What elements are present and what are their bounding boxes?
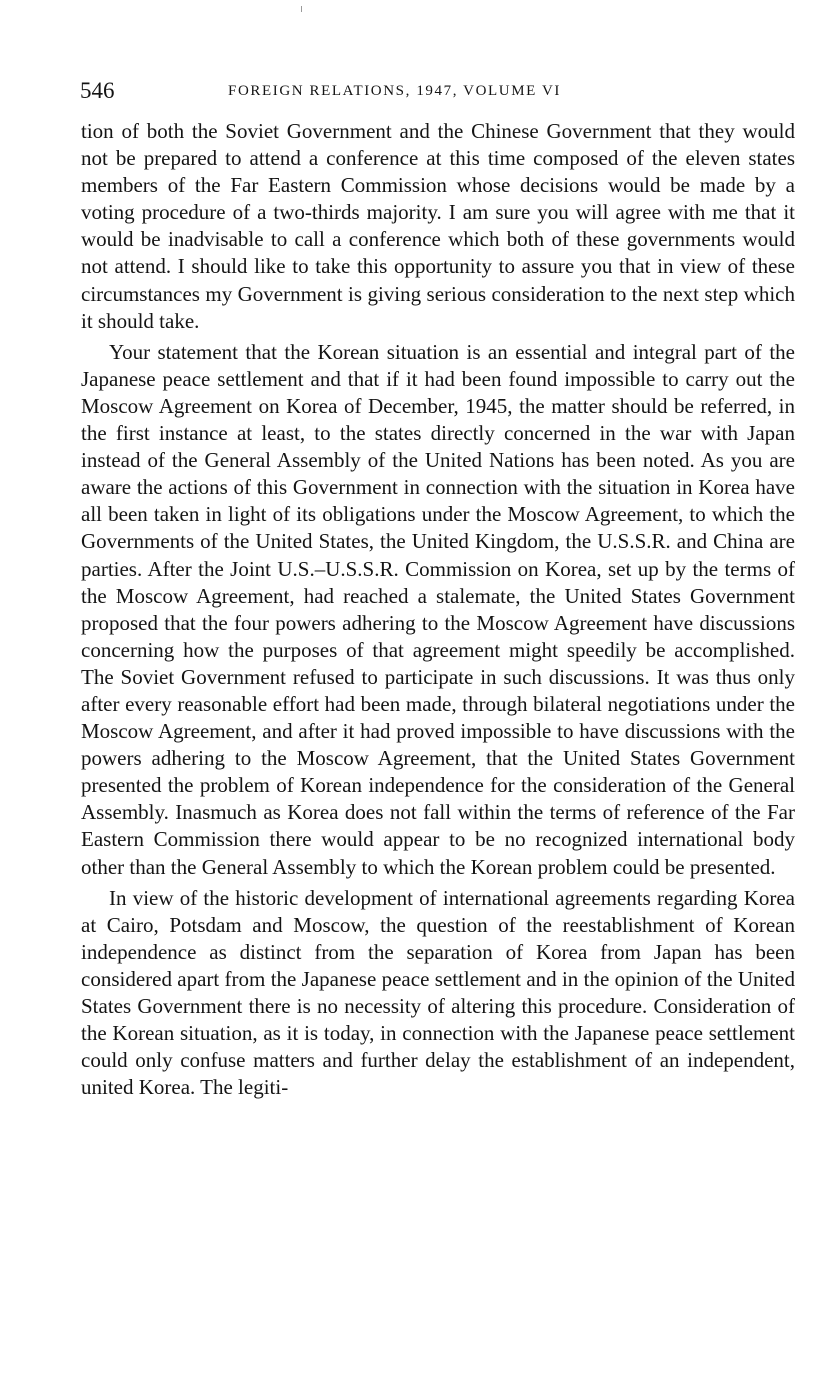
paragraph: Your statement that the Korean situation is an essential and integral part of the Japanese peace settlement and that if it had been found impossible to carry out the Moscow Agreement on Korea of December, 1945, the matter should be referred, in the first instance at least, to the states directly concerned in the war with Japan instead of the General Assembly of the United Nations has been noted. As you are aware the actions of this Government in connection with the situation in Korea have all been taken in light of its obligations under the Moscow Agreement, to which the Governments of the United States, the United Kingdom, the U.S.S.R. and China are parties. After the Joint U.S.–U.S.S.R. Commission on Korea, set up by the terms of the Moscow Agreement, had reached a stalemate, the United States Government proposed that the four powers adhering to the Moscow Agreement have discussions concerning how the purposes of that agreement might speedily be accomplished. The Soviet Government refused to participate in such discussions. It was thus only after every reasonable effort had been made, through bilateral negotiations under the Moscow Agreement, and after it had proved impossible to have discussions with the powers adhering to the Moscow Agreement, that the United States Government presented the problem of Korean independence for the consideration of the General Assembly. Inasmuch as Korea does not fall within the terms of reference of the Far Eastern Commission there would appear to be no recognized international body other than the General Assembly to which the Korean problem could be presented. bbox=[81, 339, 795, 879]
scan-mark bbox=[301, 6, 302, 12]
page-header bbox=[80, 76, 795, 106]
paragraph-continuation: tion of both the Soviet Government and the Chinese Government that they would not be prepared to attend a conference at this time composed of the eleven states members of the Far Eastern Commission whose decisions would be made by a voting procedure of a two-thirds majority. I am sure you will agree with me that it would be inadvisable to call a conference which both of these governments would not attend. I should like to take this opportunity to assure you that in view of these circumstances my Government is giving serious consideration to the next step which it should take. bbox=[81, 119, 795, 333]
running-head: FOREIGN RELATIONS, 1947, VOLUME VI bbox=[228, 83, 562, 99]
body-text bbox=[81, 118, 795, 1101]
page-number: 546 bbox=[80, 78, 115, 103]
paragraph: In view of the historic development of international agreements regarding Korea at Cairo, Potsdam and Moscow, the question of the reestablishment of Korean independence as distinct from the separation of Korea from Japan has been considered apart from the Japanese peace settlement and in the opinion of the United States Government there is no necessity of altering this procedure. Consideration of the Korean situation, as it is today, in connection with the Japanese peace settlement could only confuse matters and further delay the establishment of an independent, united Korea. The legiti- bbox=[81, 885, 795, 1100]
